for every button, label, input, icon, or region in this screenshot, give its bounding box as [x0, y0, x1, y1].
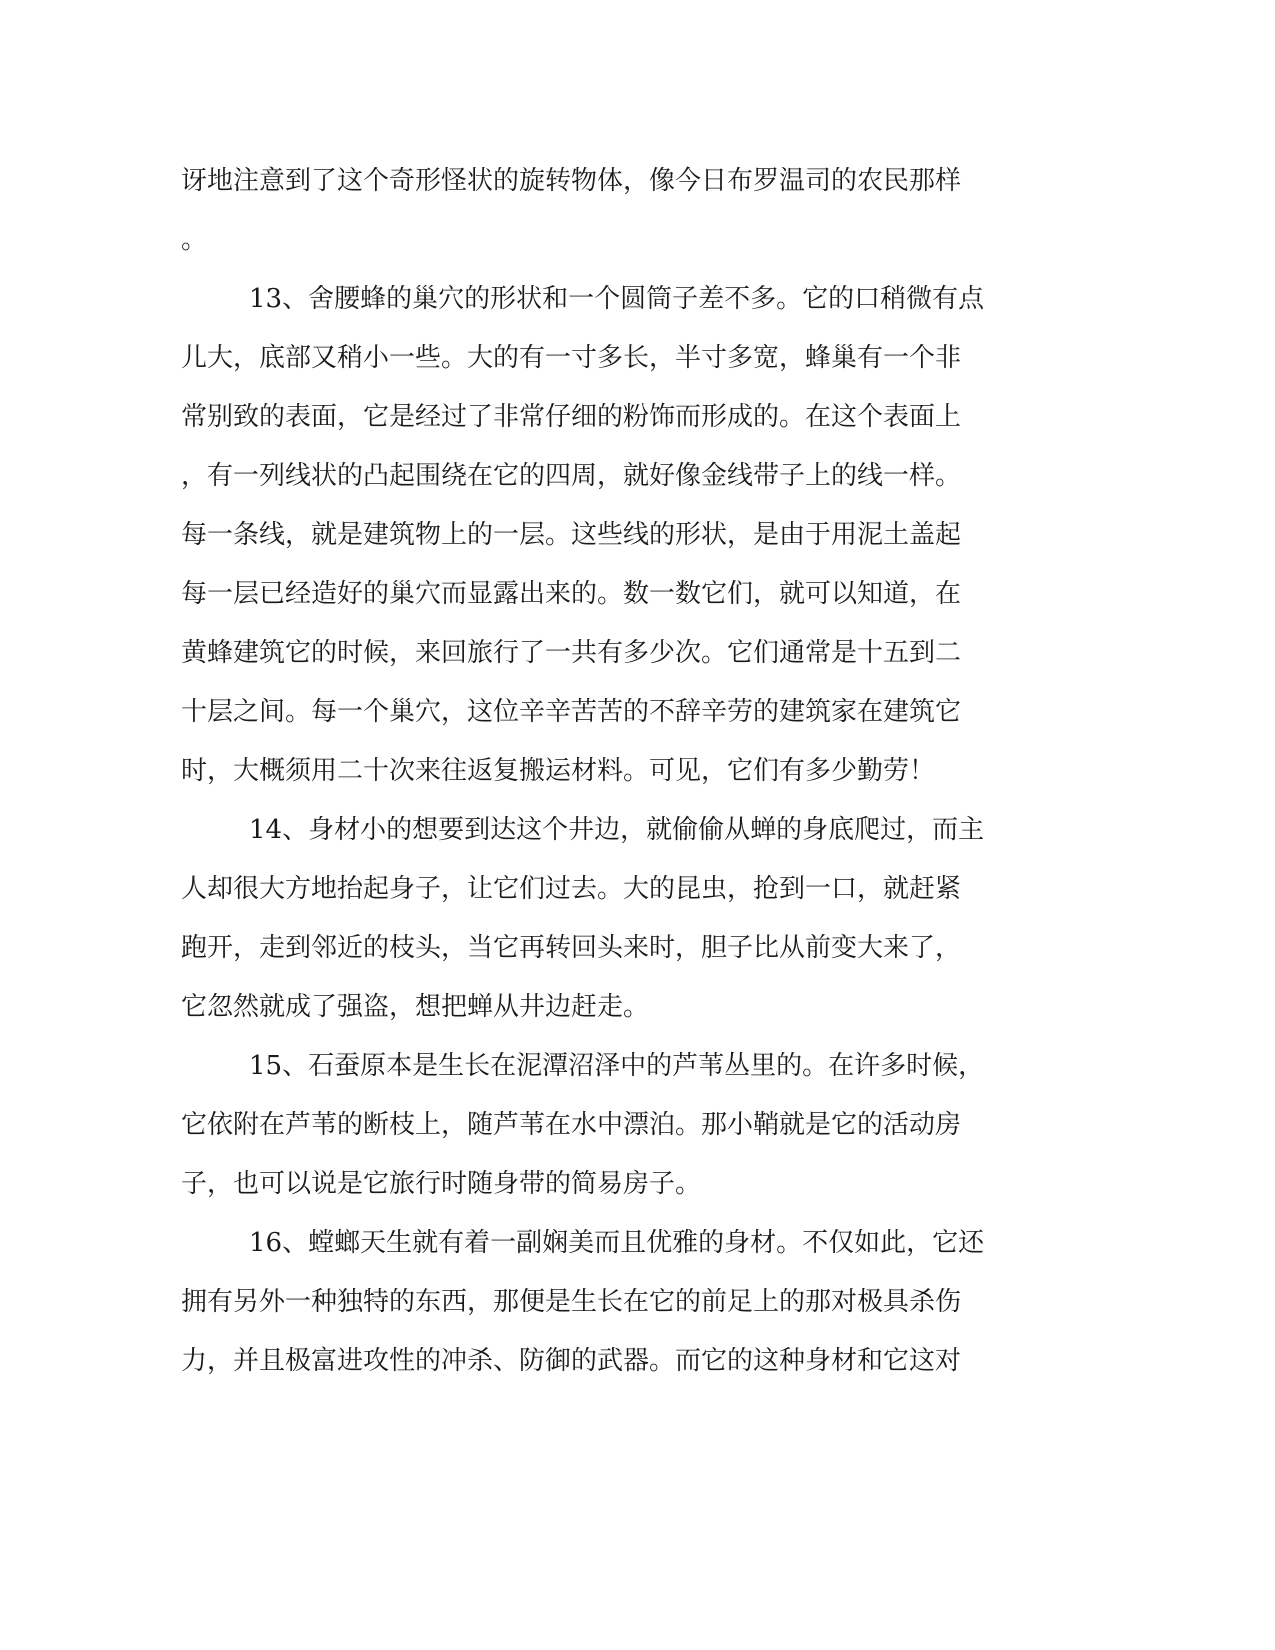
paragraph-12-continuation — [181, 152, 1041, 270]
paragraph-13 — [181, 270, 1041, 801]
text-line: 跑开，走到邻近的枝头，当它再转回头来时，胆子比从前变大来了， — [181, 933, 962, 963]
paragraph-14 — [181, 801, 1041, 1037]
text-line: 15、石蚕原本是生长在泥潭沼泽中的芦苇丛里的。在许多时候， — [249, 1051, 985, 1081]
text-line: 时，大概须用二十次来往返复搬运材料。可见，它们有多少勤劳！ — [181, 756, 936, 786]
document-body — [181, 152, 1041, 1391]
text-line: 子，也可以说是它旅行时随身带的简易房子。 — [181, 1169, 702, 1199]
paragraph-15 — [181, 1037, 1041, 1214]
text-line: 16、螳螂天生就有着一副娴美而且优雅的身材。不仅如此，它还 — [249, 1228, 985, 1258]
text-line: 每一层已经造好的巢穴而显露出来的。数一数它们，就可以知道，在 — [181, 579, 962, 609]
text-line: 。 — [181, 225, 208, 255]
text-line: 儿大，底部又稍小一些。大的有一寸多长，半寸多宽，蜂巢有一个非 — [181, 343, 962, 373]
text-line: 13、舍腰蜂的巢穴的形状和一个圆筒子差不多。它的口稍微有点 — [249, 284, 985, 314]
paragraph-16 — [181, 1214, 1041, 1391]
text-line: 它依附在芦苇的断枝上，随芦苇在水中漂泊。那小鞘就是它的活动房 — [181, 1110, 962, 1140]
text-line: 人却很大方地抬起身子，让它们过去。大的昆虫，抢到一口，就赶紧 — [181, 874, 962, 904]
text-line: ，有一列线状的凸起围绕在它的四周，就好像金线带子上的线一样。 — [181, 461, 962, 491]
text-line: 黄蜂建筑它的时候，来回旅行了一共有多少次。它们通常是十五到二 — [181, 638, 962, 668]
text-line: 每一条线，就是建筑物上的一层。这些线的形状，是由于用泥土盖起 — [181, 520, 962, 550]
text-line: 讶地注意到了这个奇形怪状的旋转物体，像今日布罗温司的农民那样 — [181, 166, 962, 196]
text-line: 它忽然就成了强盗，想把蝉从井边赶走。 — [181, 992, 650, 1022]
text-line: 14、身材小的想要到达这个井边，就偷偷从蝉的身底爬过，而主 — [249, 815, 985, 845]
text-line: 常别致的表面，它是经过了非常仔细的粉饰而形成的。在这个表面上 — [181, 402, 962, 432]
text-line: 拥有另外一种独特的东西，那便是生长在它的前足上的那对极具杀伤 — [181, 1287, 962, 1317]
text-line: 十层之间。每一个巢穴，这位辛辛苦苦的不辞辛劳的建筑家在建筑它 — [181, 697, 962, 727]
text-line: 力，并且极富进攻性的冲杀、防御的武器。而它的这种身材和它这对 — [181, 1346, 962, 1376]
